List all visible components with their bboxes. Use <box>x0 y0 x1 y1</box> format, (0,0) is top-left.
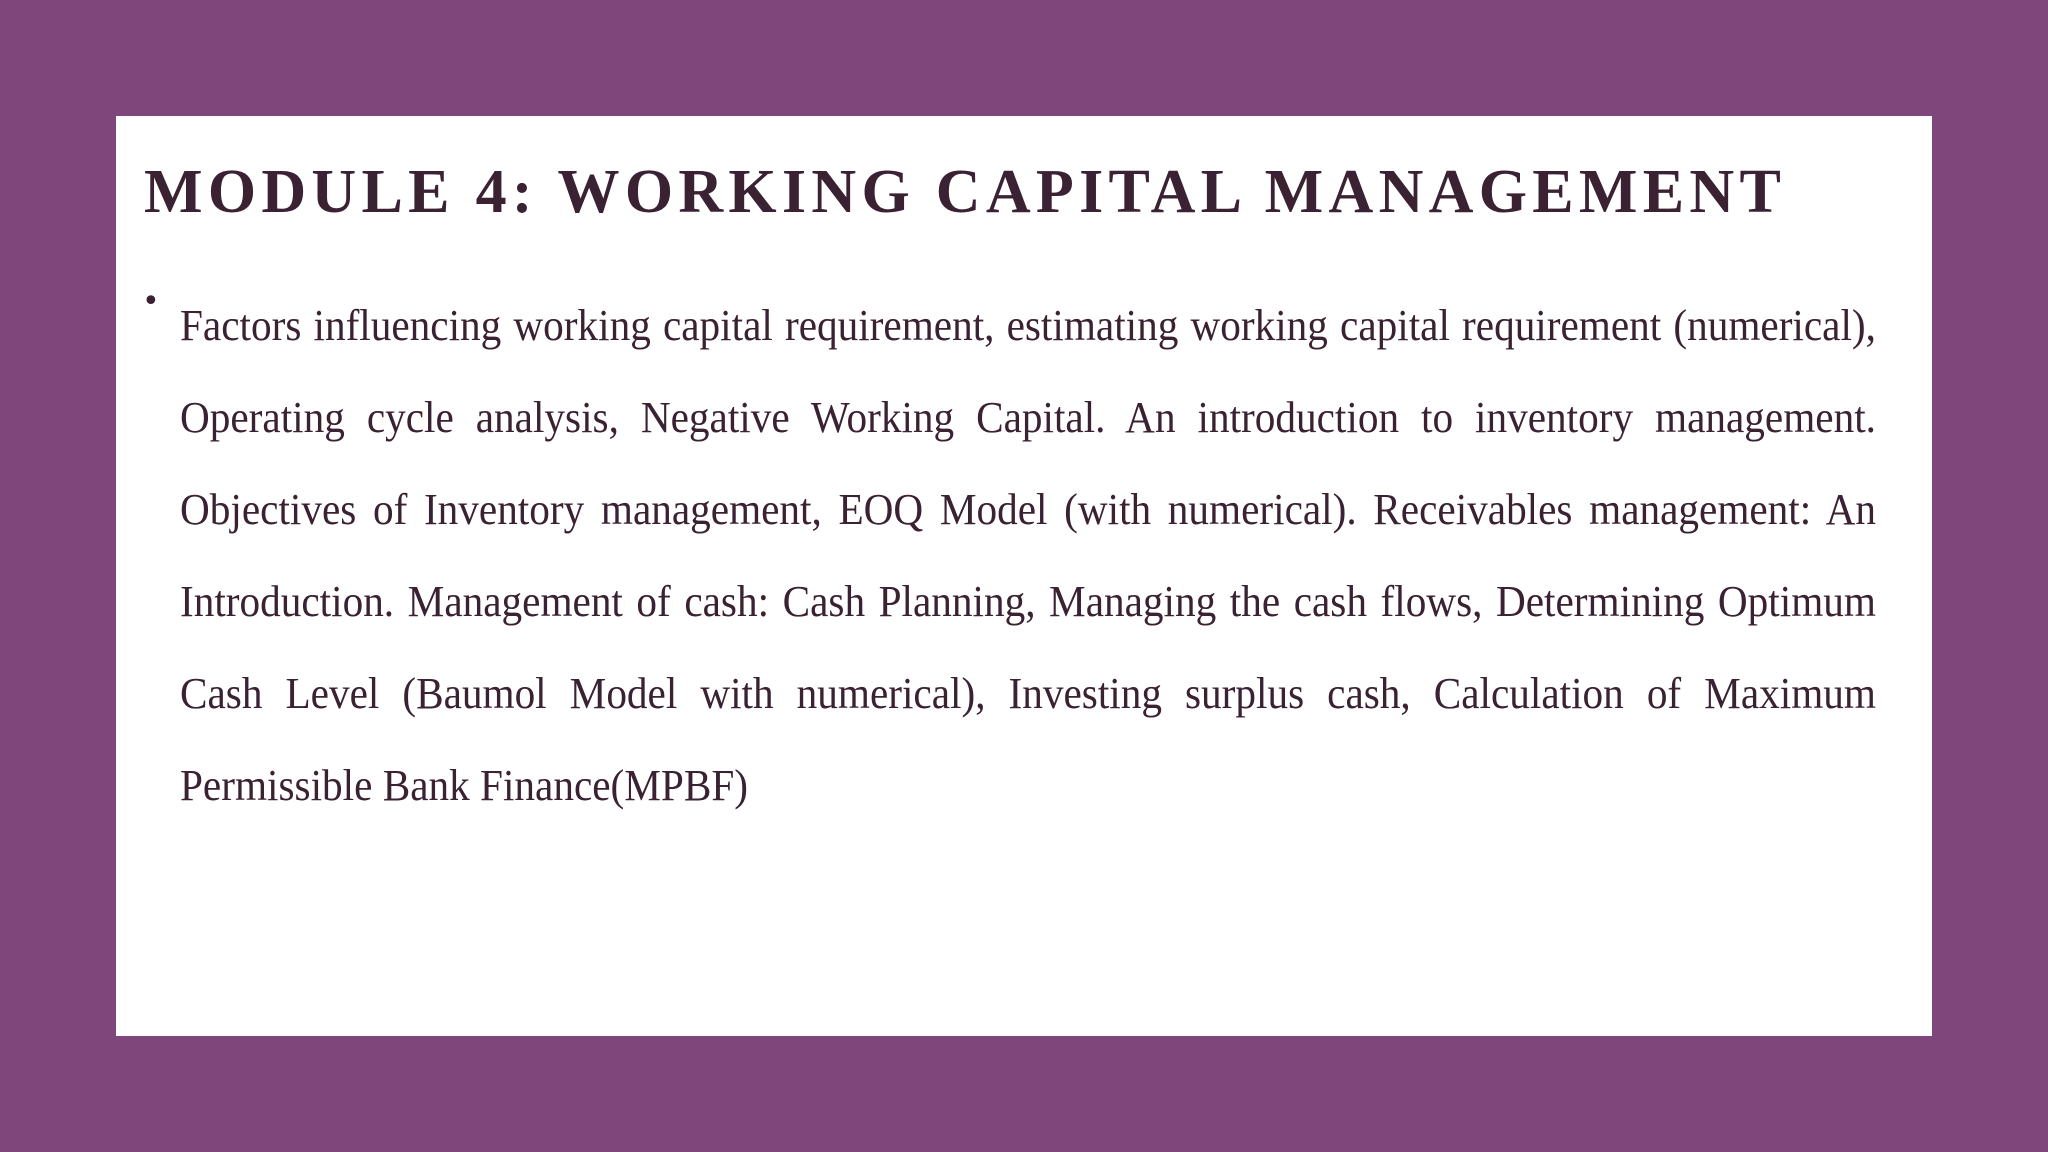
bullet-marker: • <box>142 284 160 319</box>
content-panel <box>116 116 1932 1036</box>
bullet-text: Factors influencing working capital requirement, estimating working capital requirement (numerical), Operating cycle analysis, Negative Working Capital. An introduction to inventory management. Objectives of Inventory management, EOQ Model (with numerical). Receivables management: An Introduction. Management of cash: Cash Planning, Managing the cash flows, Determining Optimum Cash Level (Baumol Model with numerical), Investing surplus cash, Calculation of Maximum Permissible Bank Finance(MPBF) <box>180 301 1876 810</box>
slide-title: MODULE 4: WORKING CAPITAL MANAGEMENT <box>144 158 1787 226</box>
